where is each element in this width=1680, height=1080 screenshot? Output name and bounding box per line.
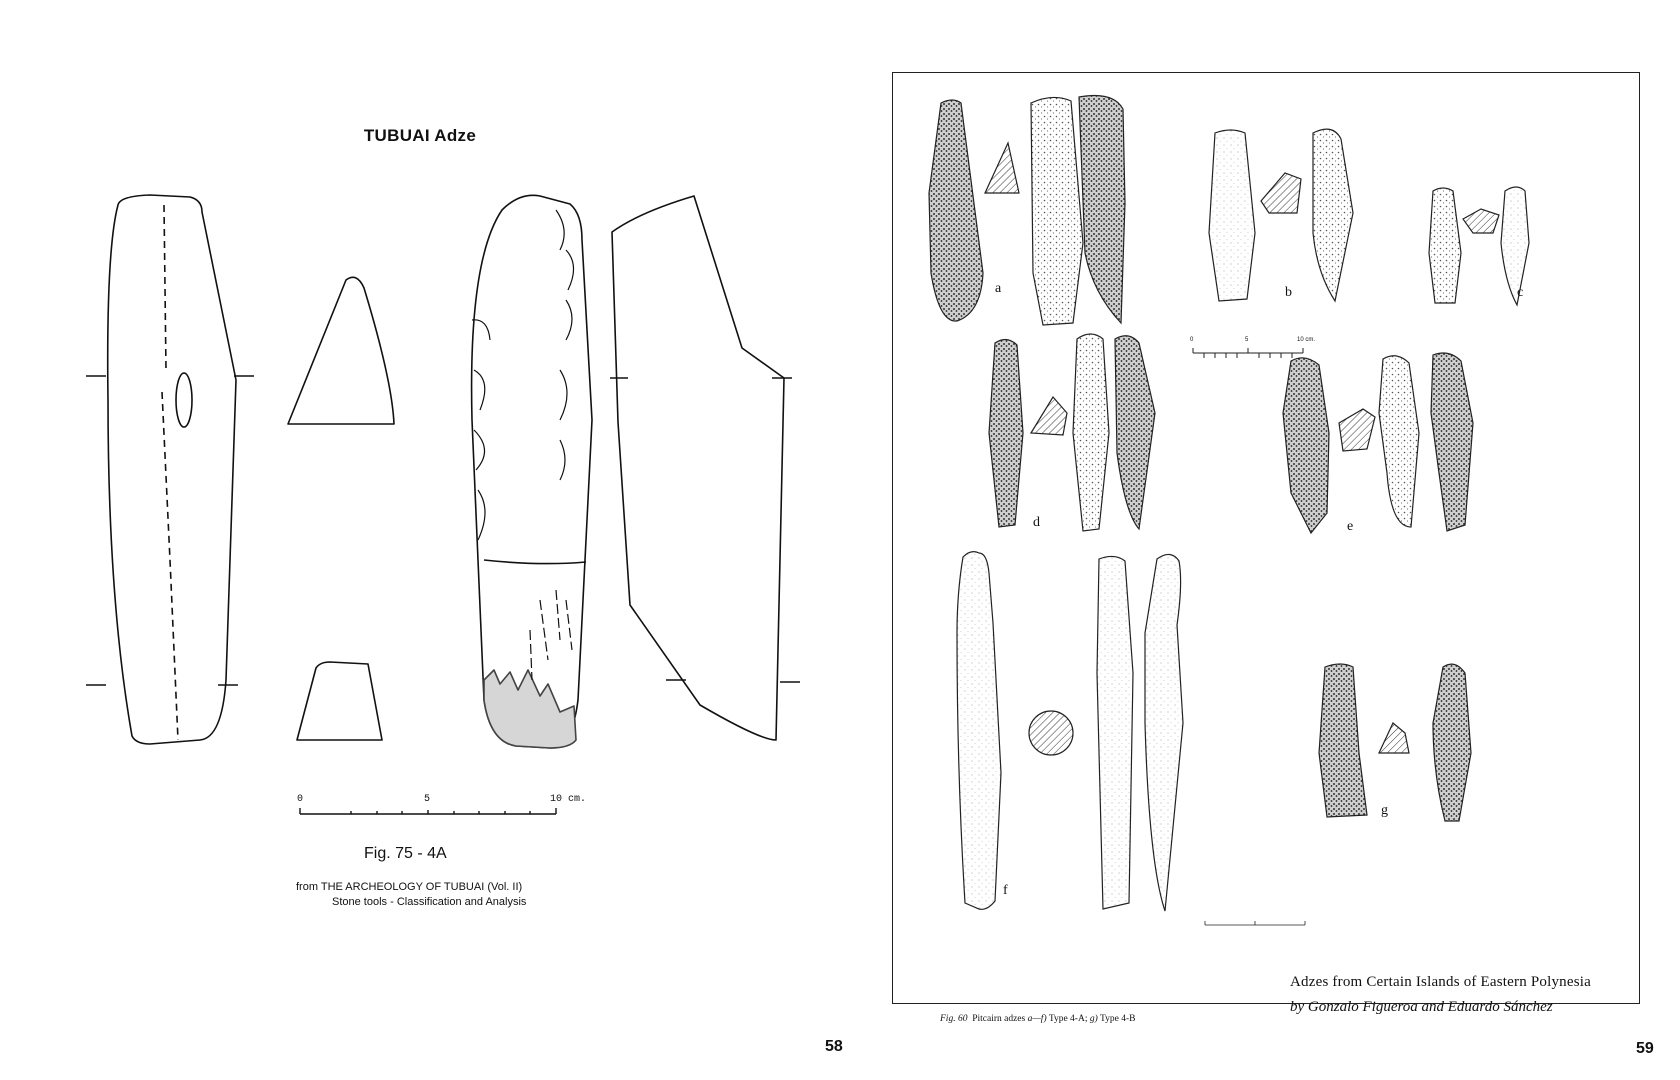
specimen-letter-d: d	[1033, 515, 1040, 530]
specimen-c	[1429, 187, 1529, 305]
specimen-letter-b: b	[1285, 285, 1292, 300]
scale-label-5: 5	[424, 794, 431, 805]
page-number-left: 58	[825, 1038, 843, 1055]
figure-caption	[940, 1014, 1135, 1024]
figure-label: Fig. 75 - 4A	[364, 845, 447, 862]
specimen-g	[1319, 664, 1471, 821]
scale-label-0: 0	[297, 794, 304, 805]
specimen-b	[1209, 129, 1353, 301]
plate-scale-label-0: 0	[1190, 337, 1194, 343]
caption-af: a—f)	[1027, 1014, 1047, 1024]
specimen-a	[929, 96, 1125, 326]
plate-scale-bar-small	[1205, 921, 1305, 925]
specimen-d	[989, 334, 1155, 531]
adze-front-view	[108, 195, 236, 744]
adze-side-view	[612, 196, 784, 740]
adze-plate	[892, 72, 1640, 1015]
plate-title: Adzes from Certain Islands of Eastern Polynesia	[1290, 974, 1591, 990]
right-page	[860, 0, 1680, 1080]
adze-cross-section-lower	[297, 662, 382, 740]
adze-cross-section-upper	[288, 277, 394, 424]
specimen-letter-c: c	[1517, 285, 1524, 300]
specimen-letter-f: f	[1003, 883, 1008, 898]
source-line-2: Stone tools - Classification and Analysis	[332, 896, 527, 908]
page-number-right: 59	[1636, 1040, 1654, 1057]
specimen-letter-g: g	[1381, 803, 1388, 818]
caption-end: Type 4-B	[1097, 1014, 1136, 1024]
source-line-1: from THE ARCHEOLOGY OF TUBUAI (Vol. II)	[296, 881, 523, 893]
drawing-title: TUBUAI Adze	[363, 126, 477, 145]
specimen-f	[957, 552, 1183, 911]
specimen-letter-e: e	[1347, 519, 1354, 534]
plate-drawings	[893, 73, 1641, 1005]
specimen-letter-a: a	[995, 281, 1002, 296]
scale-label-10: 10 cm.	[550, 794, 587, 805]
caption-text: Pitcairn adzes	[972, 1014, 1028, 1024]
plate-scale-bar	[1193, 348, 1303, 358]
plate-scale-label-5: 5	[1245, 337, 1249, 343]
caption-fig: Fig. 60	[940, 1014, 968, 1024]
left-scale-bar	[300, 808, 556, 814]
plate-authors: by Gonzalo Figueroa and Eduardo Sánchez	[1290, 999, 1553, 1015]
specimen-e	[1283, 353, 1473, 533]
caption-mid: Type 4-A;	[1046, 1014, 1090, 1024]
plate-scale-label-10: 10 cm.	[1297, 337, 1316, 343]
caption-g: g)	[1089, 1014, 1098, 1024]
